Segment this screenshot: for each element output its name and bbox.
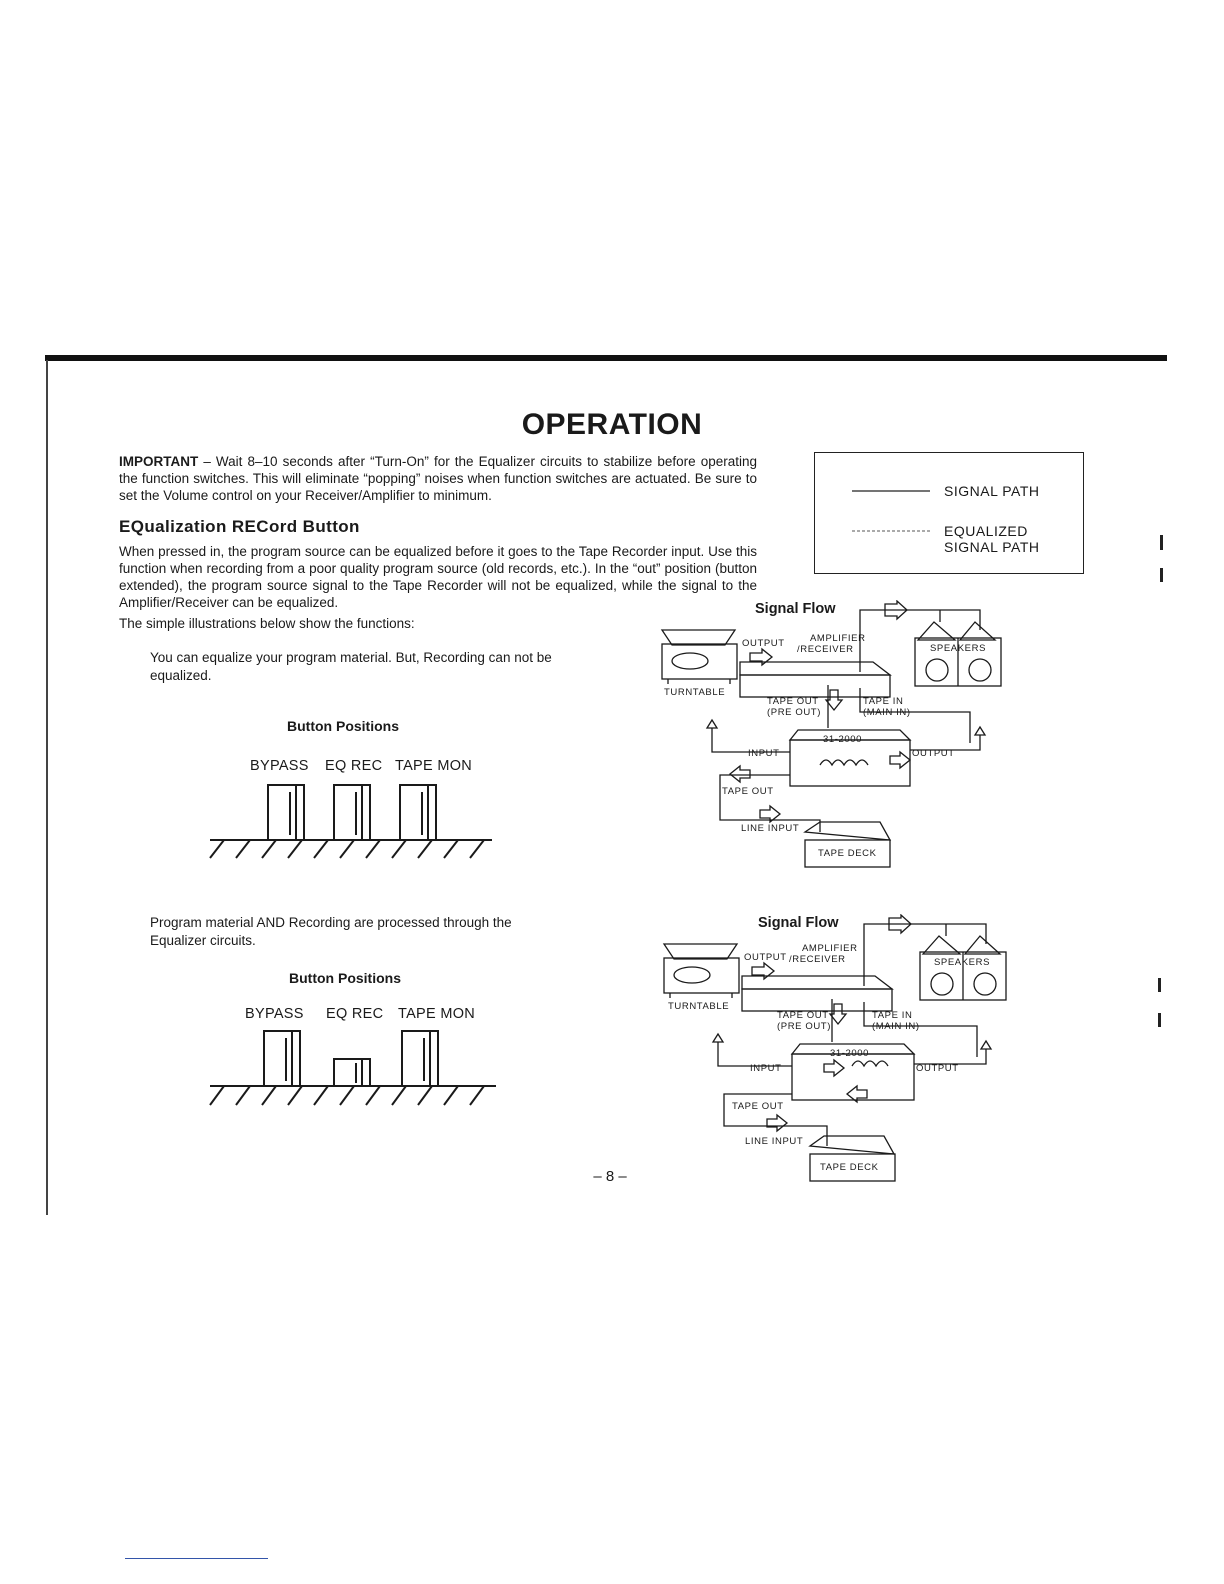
lbl2-receiver: /RECEIVER (789, 954, 846, 965)
case2-label-bypass: BYPASS (245, 1006, 304, 1022)
case1-bypass-button (268, 785, 304, 840)
page-number: – 8 – (593, 1168, 627, 1185)
lbl-main-in: (MAIN IN) (863, 707, 911, 718)
lbl2-input: INPUT (750, 1063, 782, 1074)
lbl2-tape-deck: TAPE DECK (820, 1162, 879, 1173)
case2-signal-flow-title: Signal Flow (758, 915, 839, 931)
lbl-input: INPUT (748, 748, 780, 759)
margin-mark (1158, 1013, 1161, 1027)
margin-mark (1160, 568, 1163, 582)
lbl-turntable: TURNTABLE (664, 687, 726, 698)
lbl-speakers: SPEAKERS (930, 643, 987, 654)
case2-label-eqrec: EQ REC (326, 1006, 384, 1022)
case2-tapemon-button (402, 1031, 438, 1086)
lbl-output: OUTPUT (742, 638, 785, 649)
case1-signal-flow-diagram (650, 600, 1010, 870)
case1-description: You can equalize your program material. But, Recording can not be equalized. (150, 650, 552, 683)
case2-signal-flow-diagram (652, 914, 1012, 1184)
amplifier-box (740, 675, 890, 697)
lbl2-tape-in: TAPE IN (872, 1010, 913, 1021)
lbl2-eq-output: OUTPUT (916, 1063, 959, 1074)
page-title: OPERATION (521, 408, 703, 441)
case1-button-positions-title: Button Positions (287, 718, 399, 734)
important-label: IMPORTANT (119, 454, 199, 469)
case2-button-positions-title: Button Positions (289, 970, 401, 986)
lbl-pre-out: (PRE OUT) (767, 707, 821, 718)
lbl2-line-input: LINE INPUT (745, 1136, 804, 1147)
lbl-eq-output: OUTPUT (912, 748, 955, 759)
legend-box (814, 452, 1084, 574)
case2-ground-hatch (210, 1086, 484, 1105)
lbl2-pre-out: (PRE OUT) (777, 1021, 831, 1032)
turntable-box (662, 644, 737, 679)
case1-eqrec-button (334, 785, 370, 840)
lbl-model: 31-2000 (823, 734, 863, 745)
eq-unit-box-2 (792, 1054, 914, 1100)
case1-tapemon-button (400, 785, 436, 840)
legend-lines (815, 453, 1083, 573)
turntable-box-2 (664, 958, 739, 993)
eq-unit-box (790, 740, 910, 786)
important-paragraph (119, 453, 757, 504)
amplifier-box-2 (742, 989, 892, 1011)
legend-signal-path: SIGNAL PATH (944, 483, 1040, 499)
lbl-tape-deck: TAPE DECK (818, 848, 877, 859)
lbl2-tape-out2: TAPE OUT (732, 1101, 784, 1112)
case1-label-bypass: BYPASS (250, 758, 309, 774)
lbl2-amplifier: AMPLIFIER (802, 943, 858, 954)
top-border-bar (45, 355, 1167, 361)
case1-signal-flow-title: Signal Flow (755, 601, 836, 617)
case2-description: Program material AND Recording are processed through the Equalizer circuits. (150, 915, 512, 948)
lbl2-main-in: (MAIN IN) (872, 1021, 920, 1032)
illustrations-intro: The simple illustrations below show the functions: (119, 616, 415, 631)
case2-bypass-button (264, 1031, 300, 1086)
lbl2-model: 31-2000 (830, 1048, 870, 1059)
case2-eqrec-button (334, 1059, 370, 1086)
lbl2-turntable: TURNTABLE (668, 1001, 730, 1012)
important-text: – Wait 8–10 seconds after “Turn-On” for the Equalizer circuits to stabilize before operating the function switches. This will eliminate “popping” noises when function switches are actuated. Be sure to set the Volume control on your Receiver/Amplifier to minimum. (119, 454, 757, 503)
lbl-amplifier: AMPLIFIER (810, 633, 866, 644)
case1-ground-hatch (210, 840, 484, 858)
legend-equalized-2: SIGNAL PATH (944, 539, 1040, 555)
lbl-receiver: /RECEIVER (797, 644, 854, 655)
lbl2-tape-out: TAPE OUT (777, 1010, 829, 1021)
left-border-bar (46, 360, 48, 1215)
case1-label-eqrec: EQ REC (325, 758, 383, 774)
lbl2-speakers: SPEAKERS (934, 957, 991, 968)
eq-rec-heading: EQualization RECord Button (119, 517, 360, 536)
lbl-tape-out: TAPE OUT (767, 696, 819, 707)
legend-equalized-1: EQUALIZED (944, 523, 1028, 539)
margin-mark (1160, 535, 1163, 550)
lbl-line-input: LINE INPUT (741, 823, 800, 834)
lbl-tape-in: TAPE IN (863, 696, 904, 707)
eq-rec-body: When pressed in, the program source can be equalized before it goes to the Tape Recorder input. Use this function when recording from a poor quality program source (old records, etc.). In the “out” position (button extended), the program source signal to the Tape Recorder will not be equalized, while the signal to the Amplifier/Receiver can be equalized. (119, 544, 757, 610)
case1-label-tapemon: TAPE MON (395, 758, 473, 774)
case2-label-tapemon: TAPE MON (398, 1006, 476, 1022)
lbl-tape-out2: TAPE OUT (722, 786, 774, 797)
lbl2-output: OUTPUT (744, 952, 787, 963)
bottom-rule (125, 1558, 268, 1559)
case2-button-illustration (200, 1025, 505, 1110)
margin-mark (1158, 978, 1161, 992)
case1-button-illustration (200, 780, 500, 860)
